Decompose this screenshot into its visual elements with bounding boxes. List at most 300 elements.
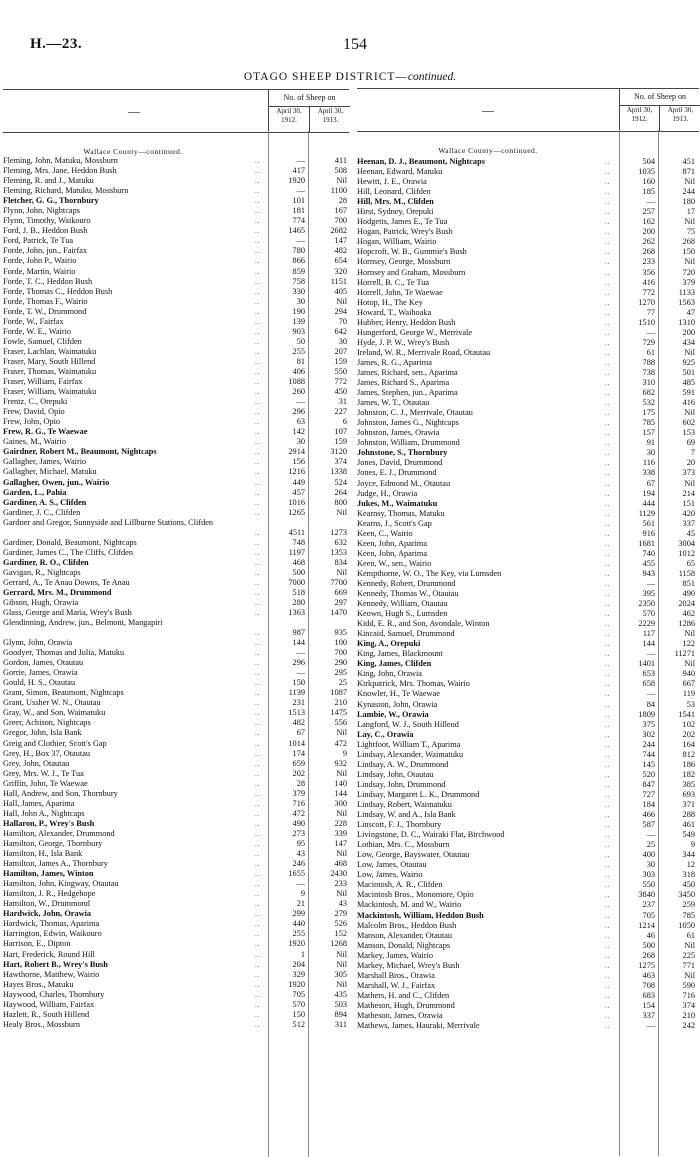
leader-dots: .. — [255, 920, 261, 929]
table-row — [3, 407, 349, 417]
sheep-count-1913: Nil — [336, 979, 347, 989]
leader-dots: .. — [255, 398, 261, 407]
leader-dots: .. — [255, 1000, 261, 1009]
table-row — [3, 819, 349, 829]
leader-dots: .. — [605, 921, 611, 930]
table-row — [357, 830, 699, 840]
owner-name: Hardwick, Thomas, Aparima — [3, 919, 100, 929]
sheep-count-1912: 30 — [646, 448, 655, 458]
sheep-count-1912: 457 — [292, 487, 305, 497]
sheep-count-1913: Nil — [336, 507, 347, 517]
sheep-count-1913: 6 — [342, 417, 347, 427]
sheep-count-1913: 451 — [682, 157, 695, 166]
sheep-count-1912: 532 — [642, 398, 655, 408]
sheep-count-1912: 847 — [642, 779, 655, 789]
sheep-count-1912: 1014 — [288, 738, 305, 748]
table-row — [357, 579, 699, 589]
sheep-count-1912: 1265 — [288, 507, 305, 517]
leader-dots: .. — [605, 690, 611, 699]
table-row — [357, 800, 699, 810]
sheep-count-1912: 200 — [642, 227, 655, 237]
sheep-count-1913: 107 — [334, 427, 347, 437]
owner-name: Harrison, E., Dipton — [3, 939, 71, 949]
leader-dots: .. — [605, 790, 611, 799]
sheep-count-1912: 417 — [292, 166, 305, 176]
sheep-count-1913: 1286 — [678, 619, 695, 629]
table-row — [357, 549, 699, 559]
leader-dots: .. — [255, 217, 261, 226]
right-rows — [357, 157, 699, 1031]
sheep-count-1912: 570 — [642, 609, 655, 619]
owner-name: Linscott, F. J., Thornbury — [357, 820, 442, 830]
sheep-count-1912: 356 — [642, 267, 655, 277]
leader-dots: .. — [255, 187, 261, 196]
leader-dots: .. — [605, 821, 611, 830]
sheep-count-1912: 1035 — [638, 167, 655, 177]
table-row — [357, 237, 699, 247]
left-section-title: Wallace County—continued. — [83, 147, 183, 156]
sheep-count-1912: 296 — [292, 407, 305, 417]
leader-dots: .. — [255, 197, 261, 206]
table-row — [357, 1001, 699, 1011]
leader-dots: .. — [255, 649, 261, 658]
leader-dots: .. — [605, 429, 611, 438]
owner-name: Frew, R. G., Te Waewae — [3, 427, 88, 437]
table-row — [3, 598, 349, 608]
sheep-count-1913: 225 — [682, 950, 695, 960]
leader-dots: .. — [255, 408, 261, 417]
sheep-count-1912: 330 — [292, 286, 305, 296]
sheep-count-1912: 1129 — [638, 508, 655, 518]
leader-dots: .. — [605, 981, 611, 990]
leader-dots: .. — [605, 348, 611, 357]
leader-dots: .. — [255, 880, 261, 889]
sheep-count-1913: 373 — [682, 468, 695, 478]
sheep-count-1912: 444 — [642, 498, 655, 508]
leader-dots: .. — [255, 388, 261, 397]
table-row — [3, 226, 349, 236]
leader-dots: .. — [255, 207, 261, 216]
owner-name: Judge, H., Orawia — [357, 488, 418, 498]
sheep-count-1912: 1270 — [638, 297, 655, 307]
leader-dots: .. — [605, 650, 611, 659]
owner-name: Gray, W., and Son, Waimatuku — [3, 708, 106, 718]
leader-dots: .. — [605, 178, 611, 187]
leader-dots: .. — [255, 287, 261, 296]
sheep-count-1912: 156 — [292, 457, 305, 467]
sheep-count-1913: 834 — [334, 557, 347, 567]
owner-name: Keen, John, Aparima — [357, 548, 428, 558]
right-header-col-1913: April 30, 1913. — [659, 106, 700, 131]
leader-dots: .. — [605, 268, 611, 277]
leader-dots: .. — [605, 409, 611, 418]
owner-name: Johnston, William, Drummond — [357, 438, 460, 448]
sheep-count-1913: 17 — [686, 207, 695, 217]
sheep-count-1912: 1197 — [288, 547, 305, 557]
leader-dots: .. — [605, 399, 611, 408]
owner-name: Lindsay, Robert, Waimatuku — [357, 800, 452, 809]
sheep-count-1913: 144 — [334, 788, 347, 798]
owner-name: James, Richard, sen., Aparima — [357, 367, 458, 377]
leader-dots: .. — [255, 860, 261, 869]
left-rows — [3, 156, 349, 1030]
sheep-count-1913: 526 — [334, 919, 347, 929]
owner-name: Hamilton, Alexander, Drummond — [3, 828, 115, 838]
sheep-count-1912: 400 — [642, 850, 655, 860]
table-row — [3, 447, 349, 457]
sheep-count-1912: 788 — [642, 357, 655, 367]
owner-name: Kennedy, Thomas W., Otautau — [357, 589, 459, 599]
leader-dots: .. — [255, 759, 261, 768]
sheep-count-1913: 100 — [334, 638, 347, 648]
table-row — [3, 357, 349, 367]
sheep-count-1912: 512 — [292, 1019, 305, 1029]
owner-name: Heenan, D. J., Beaumont, Nightcaps — [357, 157, 485, 166]
owner-name: Gardiner, R. O., Clifden — [3, 557, 89, 567]
leader-dots: .. — [255, 357, 261, 366]
owner-name: Lindsay, A. W., Drummond — [357, 759, 449, 769]
leader-dots: .. — [605, 951, 611, 960]
left-header-col-1913: April 30, 1913. — [309, 107, 351, 132]
leader-dots: .. — [605, 529, 611, 538]
leader-dots: .. — [605, 549, 611, 558]
sheep-count-1912: 61 — [646, 347, 655, 357]
leader-dots: .. — [255, 910, 261, 919]
leader-dots: .. — [255, 699, 261, 708]
leader-dots: .. — [255, 809, 261, 818]
leader-dots: .. — [605, 318, 611, 327]
title-main: OTAGO SHEEP DISTRICT— — [243, 71, 408, 83]
sheep-count-1913: 591 — [682, 388, 695, 398]
owner-name: Fowle, Samuel, Clifden — [3, 336, 82, 346]
sheep-count-1913: 420 — [682, 508, 695, 518]
sheep-count-1913: 1475 — [330, 708, 347, 718]
owner-name: Hamilton, W., Drummond — [3, 899, 90, 909]
sheep-count-1912: 157 — [642, 428, 655, 438]
sheep-count-1913: 150 — [682, 247, 695, 257]
table-row — [357, 890, 699, 900]
sheep-count-1912: 1214 — [638, 920, 655, 930]
owner-name: Flynn, Timothy, Waikouro — [3, 216, 91, 226]
table-row — [357, 860, 699, 870]
table-row — [357, 197, 699, 207]
sheep-count-1912: 2914 — [288, 447, 305, 457]
sheep-count-1912: 162 — [642, 217, 655, 227]
leader-dots: .. — [255, 850, 261, 859]
leader-dots: .. — [255, 347, 261, 356]
leader-dots: .. — [605, 590, 611, 599]
sheep-count-1912: 504 — [642, 157, 655, 166]
owner-name: Hyde, J. P. W., Wrey's Bush — [357, 337, 450, 347]
leader-dots: .. — [605, 379, 611, 388]
sheep-count-1913: 669 — [334, 587, 347, 597]
sheep-count-1912: 1655 — [288, 869, 305, 879]
sheep-count-1912: 255 — [292, 346, 305, 356]
sheep-count-1912: 67 — [646, 478, 655, 488]
sheep-count-1913: Nil — [684, 257, 695, 267]
leader-dots: .. — [255, 609, 261, 618]
sheep-count-1913: 279 — [334, 909, 347, 919]
owner-name: James, Richard S., Aparima — [357, 378, 450, 388]
leader-dots: .. — [255, 769, 261, 778]
sheep-count-1913: 1268 — [330, 939, 347, 949]
owner-name: Hall, James, Aparima — [3, 798, 75, 808]
table-row — [3, 387, 349, 397]
sheep-count-1913: 1338 — [330, 467, 347, 477]
sheep-count-1913: 450 — [334, 387, 347, 397]
sheep-count-1912: 379 — [292, 788, 305, 798]
sheep-count-1912: 1809 — [638, 709, 655, 719]
table-row — [357, 569, 699, 579]
leader-dots: .. — [255, 367, 261, 376]
sheep-count-1913: 472 — [334, 738, 347, 748]
leader-dots: .. — [255, 237, 261, 246]
leader-dots: .. — [605, 911, 611, 920]
table-row — [357, 247, 699, 257]
right-table-header — [357, 88, 699, 132]
leader-dots: .. — [255, 840, 261, 848]
table-row — [357, 338, 699, 348]
sheep-count-1912: 190 — [292, 306, 305, 316]
owner-name: Kempthorne, W. O., The Key, via Lumsden — [357, 568, 502, 578]
leader-dots: .. — [255, 990, 261, 999]
leader-dots: .. — [605, 519, 611, 528]
sheep-count-1913: Nil — [684, 659, 695, 669]
sheep-count-1913: 47 — [686, 307, 695, 317]
owner-name: Gavigan, R., Nightcaps — [3, 567, 81, 577]
owner-name: Kearnsy, Thomas, Matuku — [357, 508, 445, 518]
leader-dots: .. — [255, 779, 261, 788]
table-row — [357, 468, 699, 478]
table-row — [3, 166, 349, 176]
owner-name: Hill, Mrs. M., Clifden — [357, 197, 434, 207]
table-row — [357, 880, 699, 890]
table-row — [357, 700, 699, 710]
table-row — [3, 327, 349, 337]
sheep-count-1913: 70 — [338, 316, 347, 326]
owner-name: Hazlett, R., South Hillend — [3, 1009, 90, 1019]
sheep-count-1912: 273 — [292, 828, 305, 838]
sheep-count-1912: 468 — [292, 557, 305, 567]
sheep-count-1912: — — [296, 879, 305, 889]
owner-name: Gaines, M., Wairio — [3, 437, 67, 447]
sheep-count-1913: 167 — [334, 206, 347, 216]
sheep-count-1913: 935 — [334, 628, 347, 638]
table-row — [357, 750, 699, 760]
leader-dots: .. — [605, 720, 611, 729]
owner-name: Keown, Hugh S., Lumsden — [357, 609, 448, 619]
sheep-count-1912: 2229 — [638, 619, 655, 629]
sheep-count-1912: 95 — [296, 839, 305, 848]
sheep-count-1913: 3004 — [678, 538, 695, 548]
owner-name: Hamilton, George, Thornbury — [3, 839, 103, 848]
leader-dots: .. — [255, 227, 261, 236]
owner-name: Keen, John, Aparima — [357, 538, 428, 548]
sheep-count-1913: 344 — [682, 850, 695, 860]
sheep-count-1912: 246 — [292, 859, 305, 869]
sheep-count-1913: 1100 — [330, 186, 347, 196]
sheep-count-1913: 210 — [334, 698, 347, 708]
sheep-count-1913: 851 — [682, 578, 695, 588]
table-row — [357, 689, 699, 699]
leader-dots: .. — [255, 538, 261, 547]
sheep-count-1912: 150 — [292, 678, 305, 688]
sheep-count-1913: 290 — [334, 658, 347, 668]
table-row — [357, 458, 699, 468]
table-row — [357, 378, 699, 388]
sheep-count-1913: 53 — [686, 699, 695, 709]
table-row — [357, 348, 699, 358]
sheep-count-1913: 416 — [682, 398, 695, 408]
sheep-count-1913: 2024 — [678, 599, 695, 609]
leader-dots: .. — [605, 770, 611, 779]
owner-name: Low, George, Bayswater, Otautau — [357, 850, 470, 860]
sheep-count-1913: 242 — [682, 1021, 695, 1031]
owner-name: Hill, Leonard, Clifden — [357, 187, 431, 197]
sheep-count-1912: 185 — [642, 187, 655, 197]
sheep-count-1912: 716 — [292, 798, 305, 808]
owner-name: Glass, George and Maria, Wrey's Bush — [3, 608, 132, 618]
table-row — [357, 479, 699, 489]
table-row — [357, 951, 699, 961]
leader-dots: .. — [605, 298, 611, 307]
sheep-count-1913: 485 — [682, 378, 695, 388]
sheep-count-1913: 297 — [334, 597, 347, 607]
owner-name: Grey, Mrs. W. J., Te Tua — [3, 768, 84, 778]
leader-dots: .. — [255, 558, 261, 567]
sheep-count-1912: 255 — [292, 929, 305, 939]
leader-dots: .. — [255, 157, 261, 165]
sheep-count-1913: 318 — [682, 870, 695, 880]
leader-dots: .. — [255, 890, 261, 899]
leader-dots: .. — [255, 829, 261, 838]
table-row — [3, 588, 349, 598]
sheep-count-1913: 153 — [682, 428, 695, 438]
sheep-count-1912: 9 — [300, 889, 305, 899]
table-row — [357, 740, 699, 750]
sheep-count-1913: 693 — [682, 789, 695, 799]
owner-name: Horrell, John, Te Waewae — [357, 287, 443, 297]
sheep-count-1913: 1050 — [678, 920, 695, 930]
table-row — [357, 308, 699, 318]
leader-dots: .. — [255, 659, 261, 668]
sheep-count-1913: Nil — [336, 959, 347, 969]
table-row — [357, 730, 699, 740]
page-title — [0, 71, 700, 83]
owner-name: Lindsay, John, Otautau — [357, 769, 434, 779]
owner-name: Ford, Patrick, Te Tua — [3, 236, 74, 246]
leader-dots: .. — [255, 930, 261, 939]
leader-dots: .. — [605, 569, 611, 578]
owner-name: Gardiner, J. C., Clifden — [3, 507, 81, 517]
owner-name: Livingstone, D. C., Wairaki Flat, Birchwood — [357, 830, 505, 840]
leader-dots: .. — [255, 1020, 261, 1029]
leader-dots: .. — [605, 158, 611, 166]
leader-dots: .. — [605, 640, 611, 649]
sheep-count-1912: 268 — [642, 247, 655, 257]
sheep-count-1912: 463 — [642, 970, 655, 980]
sheep-count-1913: 374 — [682, 1000, 695, 1010]
leader-dots: .. — [605, 991, 611, 1000]
sheep-count-1912: 175 — [642, 408, 655, 418]
sheep-count-1912: 30 — [296, 296, 305, 306]
sheep-count-1912: 416 — [642, 277, 655, 287]
leader-dots: .. — [605, 941, 611, 950]
owner-name: Marshall, W. J., Fairfax — [357, 980, 436, 990]
sheep-count-1913: 311 — [334, 1019, 347, 1029]
sheep-count-1913: 45 — [686, 528, 695, 538]
leader-dots: .. — [605, 288, 611, 297]
table-row — [3, 256, 349, 266]
table-row — [3, 769, 349, 779]
owner-name: Markey, Michael, Wrey's Bush — [357, 960, 460, 970]
sheep-count-1913: 259 — [682, 900, 695, 910]
sheep-count-1912: — — [296, 186, 305, 196]
leader-dots: .. — [605, 218, 611, 227]
sheep-count-1913: Nil — [684, 217, 695, 227]
sheep-count-1913: Nil — [336, 949, 347, 959]
sheep-count-1913: 182 — [682, 769, 695, 779]
leader-dots: .. — [255, 789, 261, 798]
sheep-count-1912: — — [296, 397, 305, 407]
owner-name: Fleming, R. and J., Matuku — [3, 176, 94, 186]
owner-name: Forde, W. E., Wairio — [3, 326, 72, 336]
leader-dots: .. — [605, 740, 611, 749]
leader-dots: .. — [605, 931, 611, 940]
sheep-count-1912: 67 — [296, 728, 305, 738]
sheep-count-1913: Nil — [684, 970, 695, 980]
owner-name: James, R. G., Aparima — [357, 357, 432, 367]
leader-dots: .. — [605, 1022, 611, 1031]
leader-dots: .. — [605, 208, 611, 217]
sheep-count-1913: 300 — [334, 798, 347, 808]
owner-name: Hallaron, P., Wrey's Bush — [3, 818, 95, 828]
sheep-count-1913: 1158 — [678, 568, 695, 578]
sheep-count-1912: 587 — [642, 820, 655, 830]
sheep-count-1912: — — [646, 689, 655, 699]
leader-dots: .. — [255, 588, 261, 597]
owner-name: Hawthorne, Matthew, Wairio — [3, 969, 100, 979]
sheep-count-1913: 200 — [682, 327, 695, 337]
right-header-group — [619, 89, 700, 131]
table-row — [3, 779, 349, 789]
right-section-title: Wallace County—continued. — [438, 146, 538, 155]
table-row — [357, 187, 699, 197]
table-row — [357, 991, 699, 1001]
owner-name: Hogan, Patrick, Wrey's Bush — [357, 227, 453, 237]
sheep-count-1912: — — [646, 649, 655, 659]
sheep-count-1913: Nil — [336, 849, 347, 859]
table-row — [3, 317, 349, 327]
leader-dots: .. — [255, 478, 261, 487]
owner-name: Hamilton, J. R., Hedgehope — [3, 889, 96, 899]
sheep-count-1913: 642 — [334, 326, 347, 336]
table-row — [3, 718, 349, 728]
table-row — [357, 720, 699, 730]
table-row — [3, 297, 349, 307]
leader-dots: .. — [605, 710, 611, 719]
table-row — [357, 227, 699, 237]
sheep-count-1913: 812 — [682, 749, 695, 759]
sheep-count-1912: 859 — [292, 266, 305, 276]
owner-name: Grant, Simon, Beaumont, Nightcaps — [3, 688, 124, 698]
sheep-count-1913: 305 — [334, 969, 347, 979]
sheep-count-1913: 186 — [682, 759, 695, 769]
sheep-count-1913: 503 — [334, 999, 347, 1009]
table-row — [357, 589, 699, 599]
leader-dots: .. — [605, 509, 611, 518]
sheep-count-1912: 181 — [292, 206, 305, 216]
